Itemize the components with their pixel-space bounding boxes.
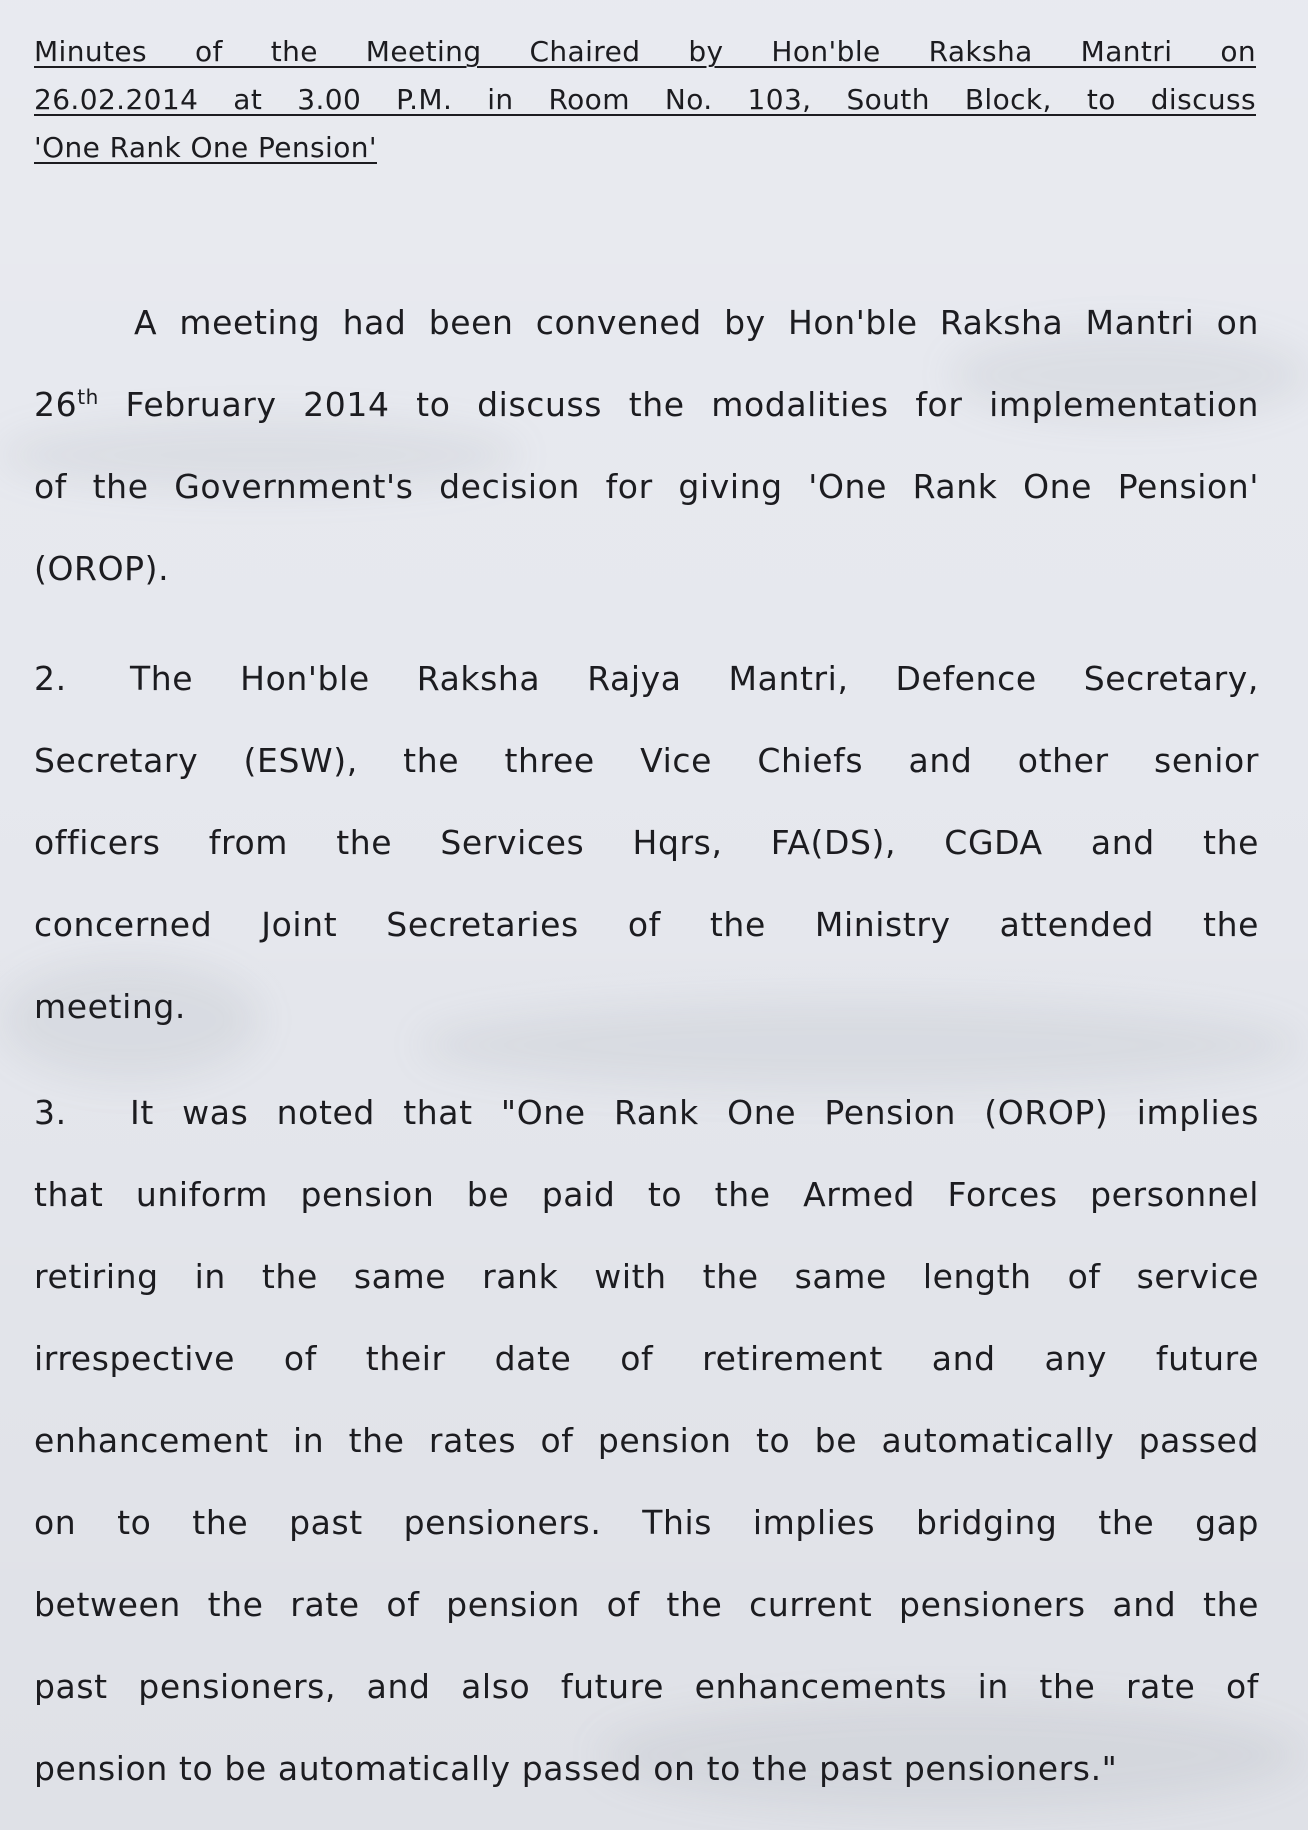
- heading-line: 'One Rank One Pension': [34, 131, 377, 164]
- paragraph-line: pension to be automatically passed on to the past pensioners.": [34, 1749, 1118, 1788]
- paragraph-line: that uniform pension be paid to the Armed Forces personnel: [34, 1175, 1259, 1214]
- paragraph-line: officers from the Services Hqrs, FA(DS), CGDA and the: [34, 823, 1259, 862]
- paragraph-line: 2. The Hon'ble Raksha Rajya Mantri, Defence Secretary,: [34, 638, 1259, 720]
- paragraph-3: [34, 1072, 1259, 1810]
- heading-line: Minutes of the Meeting Chaired by Hon'ble Raksha Mantri on: [34, 35, 1256, 68]
- paragraph-number: 2.: [34, 659, 67, 698]
- paragraph-line: Secretary (ESW), the three Vice Chiefs and other senior: [34, 741, 1259, 780]
- paragraph-line: meeting.: [34, 987, 187, 1026]
- paragraph-line: 3. It was noted that "One Rank One Pension (OROP) implies: [34, 1072, 1259, 1154]
- paragraph-line: of the Government's decision for giving 'One Rank One Pension': [34, 467, 1259, 506]
- paragraph-line: A meeting had been convened by Hon'ble Raksha Mantri on: [134, 303, 1259, 342]
- paragraph-line: irrespective of their date of retirement and any future: [34, 1339, 1259, 1378]
- paragraph-line: (OROP).: [34, 549, 170, 588]
- document-heading: [34, 28, 1256, 172]
- paragraph-line: between the rate of pension of the current pensioners and the: [34, 1585, 1259, 1624]
- paragraph-line: concerned Joint Secretaries of the Ministry attended the: [34, 905, 1259, 944]
- paragraph-line: retiring in the same rank with the same length of service: [34, 1257, 1259, 1296]
- paragraph-2: [34, 638, 1259, 1048]
- paragraph-line: enhancement in the rates of pension to be automatically passed: [34, 1421, 1259, 1460]
- paragraph-1: [34, 282, 1259, 610]
- heading-line: 26.02.2014 at 3.00 P.M. in Room No. 103, South Block, to discuss: [34, 83, 1256, 116]
- paragraph-line: 26th February 2014 to discuss the modalities for implementation: [34, 385, 1259, 424]
- ordinal-suffix: th: [77, 385, 99, 409]
- paragraph-line: past pensioners, and also future enhancements in the rate of: [34, 1667, 1259, 1706]
- paragraph-number: 3.: [34, 1093, 67, 1132]
- paragraph-line: on to the past pensioners. This implies bridging the gap: [34, 1503, 1259, 1542]
